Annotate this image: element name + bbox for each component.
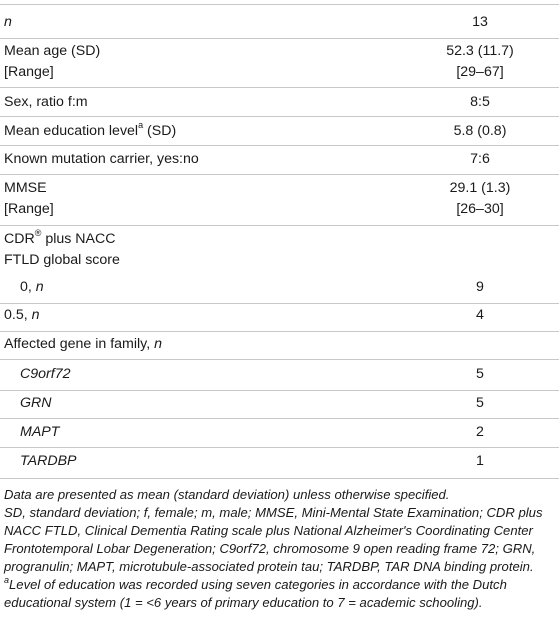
table-bottom-rule [0,478,559,479]
row-label: [Range] [4,201,54,217]
row-label: C9orf72 [20,366,71,382]
row-divider [0,331,559,332]
row-value: 1 [476,453,484,469]
row-label: Affected gene in family, n [4,336,162,352]
row-label: n [4,14,12,30]
row-value: 2 [476,424,484,440]
row-label: [Range] [4,64,54,80]
row-value: 52.3 (11.7) [446,43,514,59]
row-label: GRN [20,395,52,411]
footnote-education: $^a$Level of education was recorded using seven categories in accordance with the Dutch educational system (1 = <6 years of primary education to 7 = academic schooling). [4,574,507,610]
row-label: Known mutation carrier, yes:no [4,151,199,167]
row-label: CDR® plus NACC [4,228,116,247]
row-value: [29–67] [456,64,504,80]
row-divider [0,145,559,146]
row-divider [0,225,559,226]
row-divider [0,174,559,175]
row-value: 7:6 [470,151,490,167]
row-value: 5.8 (0.8) [453,123,507,139]
row-value: 5 [476,366,484,382]
row-divider [0,116,559,117]
row-value: [26–30] [456,201,504,217]
row-divider [0,87,559,88]
row-label: MAPT [20,424,60,440]
row-label: Sex, ratio f:m [4,94,88,110]
row-value: 8:5 [470,94,490,110]
table-footnotes [4,486,556,612]
row-value: 4 [476,307,484,323]
row-divider [0,359,559,360]
footnote-abbreviations: SD, standard deviation; f, female; m, male; MMSE, Mini-Mental State Examination; CDR plus NACC FTLD, Clinical Dementia Rating scale plus National Alzheimer's Coordinating Center Frontotemporal Lobar Degeneration; C9orf72, chromosome 9 open reading frame 72; GRN, progranulin; MAPT, microtubule-associated protein tau; TARDBP, TAR DNA binding protein. [4,505,543,574]
row-label: 0.5, n [4,307,40,323]
footnote-data-presentation: Data are presented as mean (standard deviation) unless otherwise specified. [4,487,450,502]
row-divider [0,447,559,448]
row-label: TARDBP [20,453,77,469]
row-divider [0,303,559,304]
row-value: 29.1 (1.3) [449,180,511,196]
row-label: Mean age (SD) [4,43,101,59]
row-divider [0,390,559,391]
row-label: 0, n [20,279,44,295]
row-label: MMSE [4,180,47,196]
row-label: Mean education level$^a$ (SD) [4,120,177,139]
row-label: FTLD global score [4,252,120,268]
row-divider [0,38,559,39]
row-value: 9 [476,279,484,295]
row-value: 13 [472,14,488,30]
row-value: 5 [476,395,484,411]
table-top-rule [0,4,559,5]
row-divider [0,418,559,419]
